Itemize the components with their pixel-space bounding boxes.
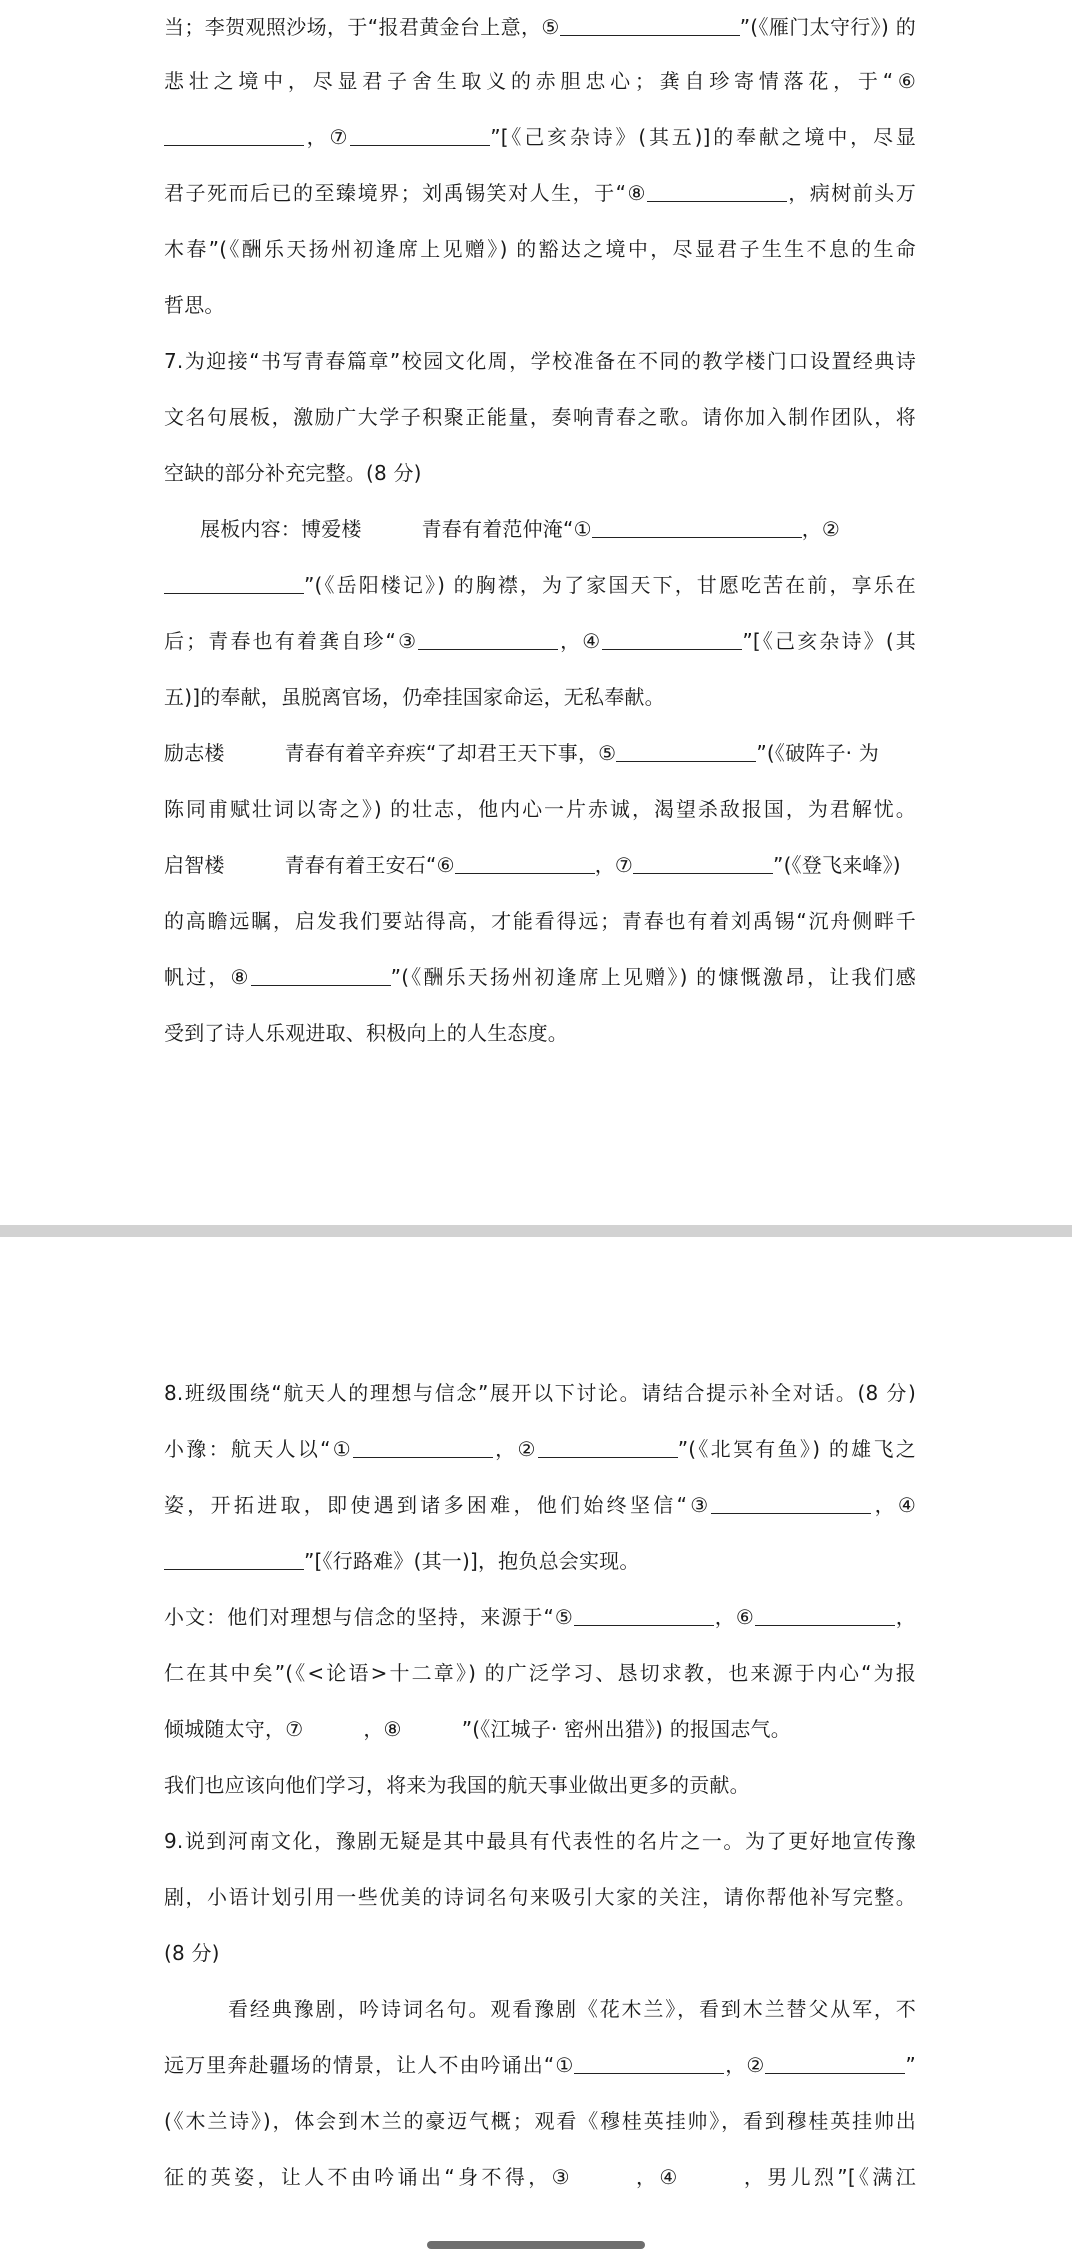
line-text: 当；李贺观照沙场，于“报君黄金台上意，⑤: [164, 15, 560, 39]
answer-blank-1[interactable]: [353, 1437, 493, 1458]
text-line: [164, 122, 916, 152]
line-text: 剧，小语计划引用一些优美的诗词名句来吸引大家的关注，请你帮他补写完整。: [164, 1885, 916, 1909]
answer-blank-5[interactable]: [560, 15, 740, 36]
document-page-bottom: [0, 1237, 1072, 2264]
line-text: ，⑥: [713, 1605, 755, 1629]
line-text: ”(《破阵子· 为: [756, 741, 879, 765]
line-text: 哲思。: [164, 293, 225, 317]
answer-blank-8[interactable]: [647, 181, 787, 202]
line-text: ，②: [493, 1437, 538, 1461]
line-text: 仁在其中矣”(《<论语>十二章》) 的广泛学习、恳切求教，也来源于内心“为报: [164, 1661, 916, 1685]
text-line: [164, 1490, 916, 1520]
line-text: 小豫：航天人以“①: [164, 1437, 354, 1461]
text-line: [164, 2050, 916, 2080]
line-text: 青春有着范仲淹“①: [421, 517, 592, 541]
text-line: [164, 1882, 916, 1912]
answer-blank-1[interactable]: [592, 517, 802, 538]
line-text: 8.班级围绕“航天人的理想与信念”展开以下讨论。请结合提示补全对话。(8 分): [164, 1381, 916, 1405]
text-line: [164, 1018, 916, 1048]
text-line: [164, 12, 916, 42]
text-line: [164, 962, 916, 992]
line-text: 征的英姿，让人不由吟诵出“身不得，③: [164, 2165, 573, 2189]
answer-blank-3[interactable]: [573, 2165, 633, 2186]
text-line: [164, 1658, 916, 1688]
line-text: ，⑧: [363, 1717, 402, 1741]
line-text: 看经典豫剧，吟诗词名句。观看豫剧《花木兰》，看到木兰替父从军，不: [228, 1997, 916, 2021]
answer-blank-4[interactable]: [681, 2165, 741, 2186]
line-text: ，②: [724, 2053, 766, 2077]
line-text: ，②: [801, 517, 841, 541]
answer-blank-5[interactable]: [574, 1605, 714, 1626]
line-text: 陈同甫赋壮词以寄之》) 的壮志，他内心一片赤诚，渴望杀敌报国，为君解忧。: [164, 797, 916, 821]
line-text: ，⑦: [594, 853, 634, 877]
line-text: 文名句展板，激励广大学子积聚正能量，奏响青春之歌。请你加入制作团队，将: [164, 405, 916, 429]
board-label: 展板内容：博爱楼: [200, 517, 362, 541]
page-divider: [0, 1225, 1072, 1237]
line-text: ”(《北冥有鱼》) 的雄飞之: [677, 1437, 916, 1461]
line-text: 木春”(《酬乐天扬州初逢席上见赠》) 的豁达之境中，尽显君子生生不息的生命: [164, 237, 916, 261]
text-line: [164, 906, 916, 936]
text-line: [228, 1994, 916, 2024]
text-line: [164, 1546, 916, 1576]
answer-blank-7b[interactable]: [633, 853, 773, 874]
line-text: 7.为迎接“书写青春篇章”校园文化周，学校准备在不同的教学楼门口设置经典诗: [164, 349, 916, 373]
text-line: [164, 850, 916, 880]
text-line: [164, 1434, 916, 1464]
line-text: 悲壮之境中，尽显君子舍生取义的赤胆忠心；龚自珍寄情落花，于“⑥: [164, 69, 916, 93]
line-text: ，⑦: [304, 125, 351, 149]
answer-blank-6[interactable]: [164, 125, 304, 146]
answer-blank-4[interactable]: [164, 1549, 304, 1570]
text-line: [164, 1714, 916, 1744]
line-text: ，④: [558, 629, 603, 653]
text-line: [164, 570, 916, 600]
answer-blank-7[interactable]: [350, 125, 490, 146]
line-text: ”(《雁门太守行》) 的: [739, 15, 916, 39]
question-7-prompt: [164, 346, 916, 376]
line-text: (8 分): [164, 1941, 220, 1965]
text-line: [164, 2162, 916, 2192]
text-line: [164, 402, 916, 432]
line-text: 小文：他们对理想与信念的坚持，来源于“⑤: [164, 1605, 574, 1629]
answer-blank-4[interactable]: [602, 629, 742, 650]
line-text: ”[《己亥杂诗》(其五)]的奉献之境中，尽显: [490, 125, 916, 149]
text-line: [164, 682, 916, 712]
line-text: ，病树前头万: [786, 181, 917, 205]
text-line: [164, 1770, 916, 1800]
answer-blank-2[interactable]: [765, 2053, 905, 2074]
line-text: 远万里奔赴疆场的情景，让人不由吟诵出“①: [164, 2053, 575, 2077]
line-text: ”(《岳阳楼记》) 的胸襟，为了家国天下，甘愿吃苦在前，享乐在: [304, 573, 916, 597]
line-text: 空缺的部分补充完整。(8 分): [164, 461, 422, 485]
line-text: ，: [894, 1605, 916, 1629]
answer-blank-5b[interactable]: [616, 741, 756, 762]
line-text: 我们也应该向他们学习，将来为我国的航天事业做出更多的贡献。: [164, 1773, 750, 1797]
line-text: 五)]的奉献，虽脱离官场，仍牵挂国家命运，无私奉献。: [164, 685, 665, 709]
line-text: 姿，开拓进取，即使遇到诸多困难，他们始终坚信“③: [164, 1493, 712, 1517]
text-line: [164, 458, 916, 488]
answer-blank-6b[interactable]: [455, 853, 595, 874]
line-text: 受到了诗人乐观进取、积极向上的人生态度。: [164, 1021, 568, 1045]
building-label: 励志楼: [164, 741, 225, 765]
line-text: ”[《己亥杂诗》(其: [742, 629, 916, 653]
line-text: ，④: [632, 2165, 681, 2189]
text-line: [164, 794, 916, 824]
line-text: ”: [905, 2053, 916, 2077]
line-text: 9.说到河南文化，豫剧无疑是其中最具有代表性的名片之一。为了更好地宣传豫: [164, 1829, 916, 1853]
question-8-prompt: [164, 1378, 916, 1408]
question-9-prompt: [164, 1826, 916, 1856]
text-line: [164, 1938, 916, 1968]
text-line: [164, 178, 916, 208]
text-line: [164, 2106, 916, 2136]
line-text: 青春有着王安石“⑥: [284, 853, 455, 877]
home-indicator-bar[interactable]: [427, 2241, 645, 2249]
answer-blank-2[interactable]: [164, 573, 304, 594]
line-text: 的高瞻远瞩，启发我们要站得高，才能看得远；青春也有着刘禹锡“沉舟侧畔千: [164, 909, 916, 933]
answer-blank-8[interactable]: [402, 1717, 462, 1738]
answer-blank-7[interactable]: [303, 1717, 363, 1738]
line-text: ”[《行路难》(其一)]，抱负总会实现。: [304, 1549, 640, 1573]
text-line: [164, 234, 916, 264]
line-text: ，男儿烈”[《满江: [740, 2165, 916, 2189]
line-text: 君子死而后已的至臻境界；刘禹锡笑对人生，于“⑧: [164, 181, 647, 205]
line-text: ，④: [871, 1493, 916, 1517]
line-text: ”(《酬乐天扬州初逢席上见赠》) 的慷慨激昂，让我们感: [390, 965, 916, 989]
answer-blank-6[interactable]: [755, 1605, 895, 1626]
answer-blank-2[interactable]: [538, 1437, 678, 1458]
text-line: [164, 66, 916, 96]
text-line: [200, 514, 916, 544]
building-label: 启智楼: [164, 853, 225, 877]
answer-blank-3[interactable]: [418, 629, 558, 650]
line-text: 后；青春也有着龚自珍“③: [164, 629, 419, 653]
line-text: ”(《登飞来峰》): [773, 853, 901, 877]
text-line: [164, 738, 916, 768]
text-line: [164, 290, 916, 320]
line-text: ”(《江城子· 密州出猎》) 的报国志气。: [461, 1717, 791, 1741]
text-line: [164, 626, 916, 656]
answer-blank-1[interactable]: [574, 2053, 724, 2074]
line-text: 青春有着辛弃疾“了却君王天下事，⑤: [284, 741, 617, 765]
line-text: (《木兰诗》)，体会到木兰的豪迈气概；观看《穆桂英挂帅》，看到穆桂英挂帅出: [164, 2109, 916, 2133]
text-line: [164, 1602, 916, 1632]
answer-blank-8b[interactable]: [251, 965, 391, 986]
answer-blank-3[interactable]: [711, 1493, 871, 1514]
line-text: 帆过，⑧: [164, 965, 251, 989]
line-text: 倾城随太守，⑦: [164, 1717, 304, 1741]
